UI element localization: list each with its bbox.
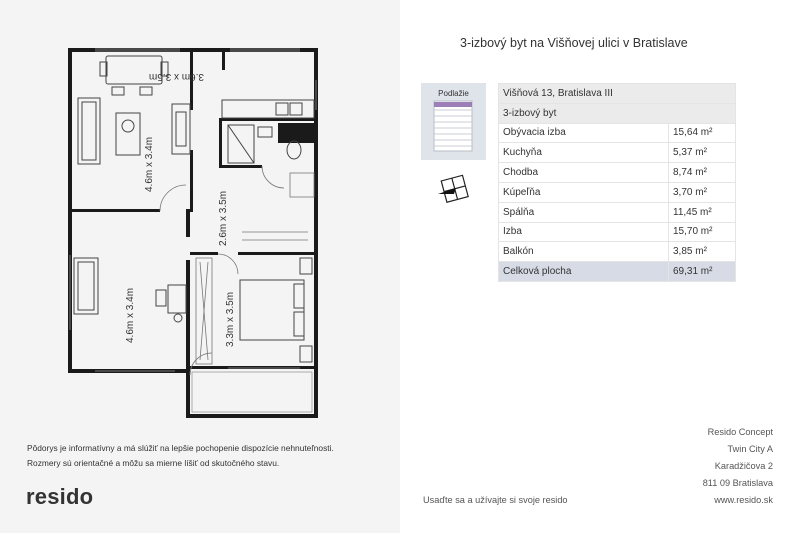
floor-badge (421, 83, 486, 160)
room-area: 11,45 m² (669, 202, 736, 222)
room-label: Izba (499, 222, 669, 242)
room-area: 8,74 m² (669, 163, 736, 183)
building-icon (421, 83, 486, 160)
company-info (703, 424, 773, 509)
compass-icon (434, 170, 474, 210)
company-website-link[interactable]: www.resido.sk (714, 495, 773, 505)
dim-lower-left: 4.6m x 3.4m (125, 287, 136, 343)
room-area: 3,85 m² (669, 242, 736, 262)
dim-bedroom: 3.3m x 3.5m (225, 291, 236, 347)
type-row (499, 103, 736, 123)
wardrobe (196, 258, 212, 364)
company-street: Karadžičova 2 (714, 461, 773, 471)
bed (240, 258, 312, 362)
table-row (499, 222, 736, 242)
doors (160, 166, 314, 375)
company-building: Twin City A (727, 444, 773, 454)
table-row (499, 163, 736, 183)
room-area: 5,37 m² (669, 143, 736, 163)
room-label: Chodba (499, 163, 669, 183)
company-name: Resido Concept (707, 427, 773, 437)
room-label: Balkón (499, 242, 669, 262)
balcony (192, 372, 312, 412)
dim-upper-left: 4.6m x 3.4m (144, 136, 155, 192)
room-area: 15,64 m² (669, 123, 736, 143)
page-title: 3-izbový byt na Višňovej ulici v Bratislave (460, 36, 688, 50)
total-row (499, 262, 736, 282)
disclaimer-line-2: Rozmery sú orientačné a môžu sa mierne líšiť od skutočného stavu. (27, 458, 280, 468)
room-label: Kuchyňa (499, 143, 669, 163)
table-row (499, 202, 736, 222)
total-area: 69,31 m² (669, 262, 736, 282)
dim-living: 3.6m x 3.5m (148, 71, 204, 82)
address-row (499, 84, 736, 104)
tagline: Usaďte sa a užívajte si svoje resido (423, 495, 568, 505)
table-row (499, 123, 736, 143)
sofa (78, 98, 190, 164)
table-row (499, 242, 736, 262)
room-label: Spálňa (499, 202, 669, 222)
apartment-info-table (498, 83, 736, 282)
room-area: 3,70 m² (669, 182, 736, 202)
total-label: Celková plocha (499, 262, 669, 282)
floor-badge-label: Podlažie (438, 89, 469, 98)
table-row (499, 143, 736, 163)
room-label: Kúpeľňa (499, 182, 669, 202)
floor-plan (0, 0, 400, 430)
disclaimer-line-1: Pôdorys je informatívny a má slúžiť na lepšie pochopenie dispozície nehnuteľnosti. (27, 443, 334, 453)
type-cell: 3-izbový byt (499, 103, 736, 123)
room-label: Obývacia izba (499, 123, 669, 143)
room-area: 15,70 m² (669, 222, 736, 242)
disclaimer (27, 441, 387, 471)
table-row (499, 182, 736, 202)
address-cell: Višňová 13, Bratislava III (499, 84, 736, 104)
company-city: 811 09 Bratislava (702, 478, 773, 488)
resido-logo: resido (26, 484, 94, 509)
dim-hall: 2.6m x 3.5m (218, 190, 229, 246)
